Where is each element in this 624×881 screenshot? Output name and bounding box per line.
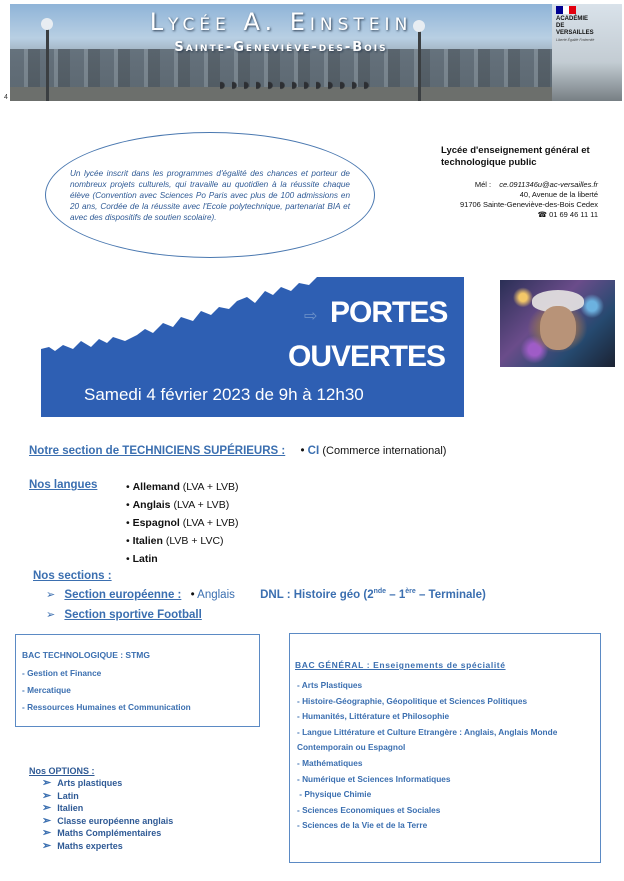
- euro-section-lang: Anglais: [197, 589, 235, 601]
- flag-icon: [556, 6, 576, 14]
- bts-code: CI: [307, 445, 320, 457]
- academie-line1: ACADÉMIE: [556, 16, 589, 22]
- school-title: Lycée A. Einstein: [149, 8, 413, 36]
- arrow-right-icon: ➢: [42, 802, 52, 815]
- sport-section-row: [46, 608, 202, 621]
- options-list: [42, 777, 173, 853]
- sections-label-row: [33, 570, 112, 582]
- intro-ellipse: [45, 132, 375, 258]
- contact-phone-row: [420, 210, 598, 220]
- telephone-icon: ☎: [537, 210, 547, 219]
- list-item: - Numérique et Sciences Informatiques: [297, 773, 451, 784]
- euro-section-label: Section européenne :: [64, 589, 182, 601]
- bac-general-box: [289, 633, 601, 863]
- list-item: - Gestion et Finance: [22, 668, 102, 678]
- contact-address1: 40, Avenue de la liberté: [519, 190, 598, 199]
- academie-motto: Liberté Égalité Fraternité: [556, 38, 595, 42]
- list-item: ➢ Italien: [42, 802, 84, 815]
- bac-general-title: BAC GÉNÉRAL : Enseignements de spécialité: [295, 660, 506, 670]
- list-item: - Sciences Economiques et Sociales: [297, 804, 441, 815]
- mail-label: Mél :: [474, 180, 492, 189]
- bullet-icon: •: [190, 589, 195, 601]
- academie-line2: DE VERSAILLES: [556, 23, 594, 36]
- list-item: Contemporain ou Espagnol: [297, 742, 406, 753]
- bullet-icon: •: [300, 445, 305, 457]
- languages-label: Nos langues: [29, 479, 98, 491]
- list-item: - Sciences de la Vie et de la Terre: [297, 820, 428, 831]
- list-item: - Histoire-Géographie, Géopolitique et Sciences Politiques: [297, 695, 528, 706]
- arrow-right-icon: ➢: [46, 609, 56, 621]
- list-item: ➢ Latin: [42, 789, 79, 802]
- list-item: - Physique Chimie: [297, 789, 372, 800]
- list-item: • Espagnol (LVA + LVB): [126, 517, 239, 529]
- languages-label-row: [29, 479, 97, 491]
- dnl-text: DNL : Histoire géo (2nde – 1ère – Terminale): [260, 588, 486, 601]
- header-banner: [10, 4, 552, 101]
- sections-label: Nos sections :: [33, 570, 112, 582]
- list-item: ➢ Arts plastiques: [42, 777, 123, 789]
- list-item: - Mathématiques: [297, 757, 363, 768]
- bts-label: Notre section de TECHNICIENS SUPÉRIEURS :: [29, 445, 286, 457]
- arrow-right-icon: ➢: [42, 777, 52, 789]
- list-item: ➢ Maths expertes: [42, 839, 123, 852]
- intro-text: Un lycée inscrit dans les programmes d'égalité des chances et porteur de nombreux projets culturels, qui travaille au quotidien à la réussite chaque élève (Convention avec Sciences Po Paris avec plus de 100 admissions en 20 ans, Cordée de la réussite avec l'Ecole polytechnique, partenariat BIA et avec des dispositifs de soutien scolaire).: [70, 168, 350, 222]
- list-item: • Allemand (LVA + LVB): [126, 481, 239, 493]
- crowd-photo: [220, 79, 370, 95]
- page-number: 4: [4, 94, 8, 101]
- arrow-right-icon: ➢: [42, 789, 52, 802]
- contact-title: Lycée d'enseignement général et technologique public: [441, 145, 590, 168]
- school-city: Sainte-Geneviève-des-Bois: [174, 40, 388, 55]
- arrow-right-icon: ⇨: [304, 308, 318, 325]
- options-label: Nos OPTIONS :: [29, 766, 95, 776]
- portes-title: PORTES: [330, 296, 448, 329]
- portes-ouvertes-date: Samedi 4 février 2023 de 9h à 12h30: [84, 385, 364, 404]
- list-item: • Italien (LVB + LVC): [126, 535, 224, 547]
- list-item: ➢ Classe européenne anglais: [42, 814, 174, 827]
- bts-row: [29, 445, 446, 457]
- languages-list: [126, 478, 239, 568]
- contact-phone: 01 69 46 11 11: [549, 210, 598, 219]
- bts-name: (Commerce international): [322, 445, 447, 457]
- list-item: - Langue Littérature et Culture Etrangère : Anglais, Anglais Monde: [297, 726, 558, 737]
- bac-general-list: [297, 678, 557, 834]
- arrow-right-icon: ➢: [42, 839, 52, 852]
- bac-techno-title: BAC TECHNOLOGIQUE : STMG: [22, 650, 150, 660]
- list-item: • Anglais (LVA + LVB): [126, 499, 230, 511]
- academie-logo: [556, 6, 602, 42]
- contact-email[interactable]: ce.0911346u@ac-versailles.fr: [499, 180, 598, 189]
- arrow-right-icon: ➢: [46, 589, 56, 601]
- euro-section-row: [46, 588, 486, 601]
- einstein-picture: [500, 280, 615, 367]
- list-item: - Mercatique: [22, 685, 71, 695]
- bac-techno-list: [22, 665, 191, 716]
- list-item: - Arts Plastiques: [297, 680, 363, 690]
- bac-techno-box: [15, 634, 260, 727]
- ouvertes-title: OUVERTES: [288, 340, 446, 373]
- list-item: • Latin: [126, 553, 158, 565]
- list-item: - Humanités, Littérature et Philosophie: [297, 711, 450, 722]
- einstein-face: [540, 306, 576, 350]
- contact-block: [420, 180, 598, 220]
- sport-section-label: Section sportive Football: [64, 609, 202, 621]
- arrow-right-icon: ➢: [42, 814, 52, 827]
- contact-address2: 91706 Sainte-Geneviève-des-Bois Cedex: [460, 200, 598, 209]
- list-item: - Ressources Humaines et Communication: [22, 702, 191, 712]
- arrow-right-icon: ➢: [42, 827, 52, 840]
- list-item: ➢ Maths Complémentaires: [42, 827, 162, 840]
- contact-email-row: [420, 180, 598, 190]
